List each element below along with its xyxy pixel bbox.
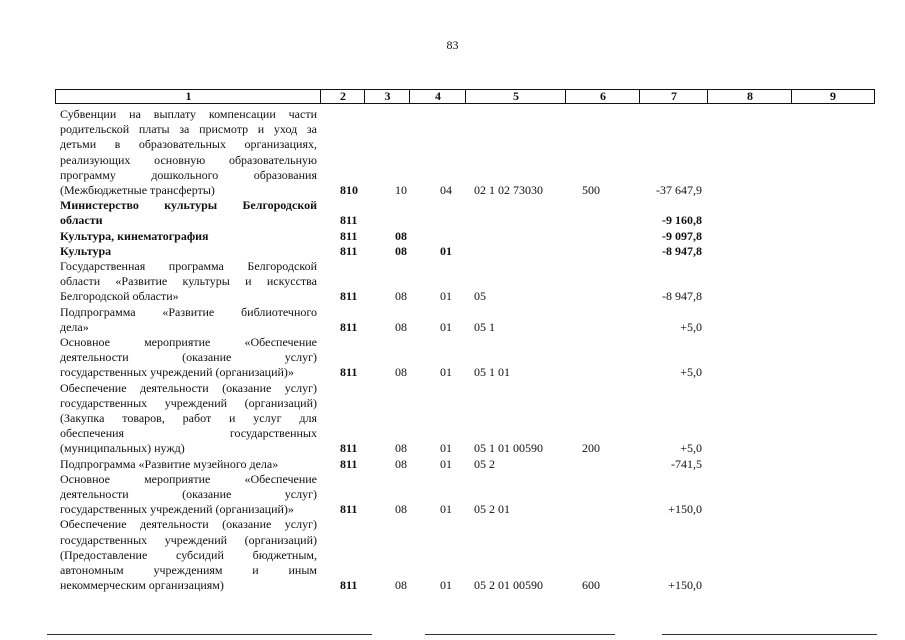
col-amount: +5,0 xyxy=(680,319,702,334)
header-col-7: 7 xyxy=(639,89,708,104)
description-line: государственных учреждений (организаций)» xyxy=(60,502,294,517)
description-line: Культура xyxy=(60,243,112,258)
row-description xyxy=(60,457,317,472)
col-subchapter: 01 xyxy=(440,289,452,304)
row-description xyxy=(60,244,317,259)
header-col-6: 6 xyxy=(565,89,640,104)
description-line: государственных учреждений (организаций) xyxy=(60,532,317,547)
description-line: деятельности (оказание услуг) xyxy=(60,487,317,501)
col-subchapter: 01 xyxy=(440,441,452,456)
table-row xyxy=(0,198,905,228)
description-line: области xyxy=(60,213,103,228)
description-line: Обеспечение деятельности (оказание услуг) xyxy=(60,380,317,395)
description-line: детьми в образовательных организациях, xyxy=(60,137,317,152)
col-expense-type: 500 xyxy=(582,183,600,197)
col-section-code: 811 xyxy=(340,319,358,334)
row-description xyxy=(60,259,317,305)
description-line: Министерство культуры Белгородской xyxy=(60,198,317,213)
table-row xyxy=(0,517,905,593)
row-description xyxy=(60,335,317,381)
description-line: Основное мероприятие «Обеспечение xyxy=(60,471,317,486)
col-amount: -8 947,8 xyxy=(662,243,702,258)
col-section-code: 811 xyxy=(340,365,358,380)
col-chapter: 08 xyxy=(395,456,407,471)
col-section-code: 811 xyxy=(340,578,358,593)
col-subchapter: 01 xyxy=(440,502,452,517)
header-col-9: 9 xyxy=(791,89,875,104)
col-chapter: 08 xyxy=(395,319,407,334)
description-line: (муниципальных) нужд) xyxy=(60,441,185,456)
col-target-article: 05 1 01 00590 xyxy=(474,441,543,456)
col-subchapter: 01 xyxy=(440,578,452,593)
col-target-article: 05 1 xyxy=(474,319,495,334)
header-col-3: 3 xyxy=(364,89,410,104)
row-description xyxy=(60,381,317,457)
description-line: государственных учреждений (организаций) xyxy=(60,395,317,410)
table-row xyxy=(0,229,905,244)
col-chapter: 08 xyxy=(395,441,407,456)
header-col-5: 5 xyxy=(465,89,566,104)
description-line: программу дошкольного образования xyxy=(60,167,317,182)
col-amount: -8 947,8 xyxy=(662,289,702,304)
col-chapter: 08 xyxy=(395,365,407,380)
description-line: родительской платы за присмотр и уход за xyxy=(60,122,317,137)
col-target-article: 05 2 01 xyxy=(474,502,510,517)
col-amount: +150,0 xyxy=(668,578,702,593)
col-subchapter: 01 xyxy=(440,319,452,334)
col-section-code: 811 xyxy=(340,289,358,304)
description-line: (Предоставление субсидий бюджетным, xyxy=(60,547,317,562)
header-col-1: 1 xyxy=(55,89,321,104)
col-amount: +5,0 xyxy=(680,365,702,380)
col-amount: +150,0 xyxy=(668,502,702,517)
description-line: автономным учреждениям и иным xyxy=(60,563,317,577)
col-chapter: 08 xyxy=(395,228,407,243)
description-line: Основное мероприятие «Обеспечение xyxy=(60,335,317,349)
col-subchapter: 01 xyxy=(440,365,452,380)
header-col-4: 4 xyxy=(409,89,466,104)
bottom-rule-mid xyxy=(425,634,615,635)
table-row xyxy=(0,335,905,381)
col-section-code: 810 xyxy=(340,183,358,197)
col-section-code: 811 xyxy=(340,441,358,456)
col-amount: +5,0 xyxy=(680,441,702,456)
description-line: реализующих основную образовательную xyxy=(60,152,317,167)
description-line: Подпрограмма «Развитие музейного дела» xyxy=(60,456,279,471)
col-chapter: 08 xyxy=(395,578,407,593)
col-section-code: 811 xyxy=(340,213,358,228)
description-line: (Межбюджетные трансферты) xyxy=(60,183,215,198)
col-subchapter: 01 xyxy=(440,456,452,471)
row-description xyxy=(60,305,317,335)
header-col-8: 8 xyxy=(707,89,792,104)
description-line: (Закупка товаров, работ и услуг для xyxy=(60,411,317,425)
col-section-code: 811 xyxy=(340,228,358,243)
col-amount: -9 160,8 xyxy=(662,213,702,228)
col-expense-type: 600 xyxy=(582,578,600,593)
description-line: Белгородской области» xyxy=(60,289,179,304)
description-line: обеспечения государственных xyxy=(60,426,317,441)
description-line: дела» xyxy=(60,319,89,334)
description-line: Государственная программа Белгородской xyxy=(60,259,317,273)
col-expense-type: 200 xyxy=(582,441,600,456)
row-description xyxy=(60,229,317,244)
col-target-article: 05 xyxy=(474,289,486,304)
bottom-rule-left xyxy=(47,634,372,635)
table-row xyxy=(0,107,905,198)
col-target-article: 05 1 01 xyxy=(474,365,510,380)
description-line: деятельности (оказание услуг) xyxy=(60,350,317,365)
table-row xyxy=(0,305,905,335)
col-section-code: 811 xyxy=(340,243,358,258)
description-line: некоммерческим организациям) xyxy=(60,578,224,593)
row-description xyxy=(60,107,317,198)
col-chapter: 08 xyxy=(395,243,407,258)
col-chapter: 10 xyxy=(395,183,407,197)
col-chapter: 08 xyxy=(395,502,407,517)
col-amount: -741,5 xyxy=(671,456,702,471)
col-amount: -37 647,9 xyxy=(656,183,702,197)
page-number: 83 xyxy=(446,38,459,52)
col-subchapter: 04 xyxy=(440,183,452,197)
row-description xyxy=(60,472,317,518)
row-description xyxy=(60,517,317,593)
col-section-code: 811 xyxy=(340,456,358,471)
col-target-article: 02 1 02 73030 xyxy=(474,183,543,197)
description-line: Подпрограмма «Развитие библиотечного xyxy=(60,304,317,319)
row-description xyxy=(60,198,317,228)
bottom-rule-right xyxy=(662,634,877,635)
description-line: государственных учреждений (организаций)» xyxy=(60,365,294,380)
table-row xyxy=(0,259,905,305)
col-chapter: 08 xyxy=(395,289,407,304)
header-col-2: 2 xyxy=(320,89,365,104)
description-line: Субвенции на выплату компенсации части xyxy=(60,107,317,121)
table-row xyxy=(0,472,905,518)
table-row xyxy=(0,244,905,259)
col-target-article: 05 2 01 00590 xyxy=(474,578,543,593)
col-amount: -9 097,8 xyxy=(662,228,702,243)
table-row xyxy=(0,381,905,457)
col-section-code: 811 xyxy=(340,502,358,517)
description-line: Обеспечение деятельности (оказание услуг) xyxy=(60,517,317,532)
col-subchapter: 01 xyxy=(440,243,452,258)
table-row xyxy=(0,457,905,472)
description-line: области «Развитие культуры и искусства xyxy=(60,274,317,289)
description-line: Культура, кинематография xyxy=(60,228,209,243)
col-target-article: 05 2 xyxy=(474,456,495,471)
